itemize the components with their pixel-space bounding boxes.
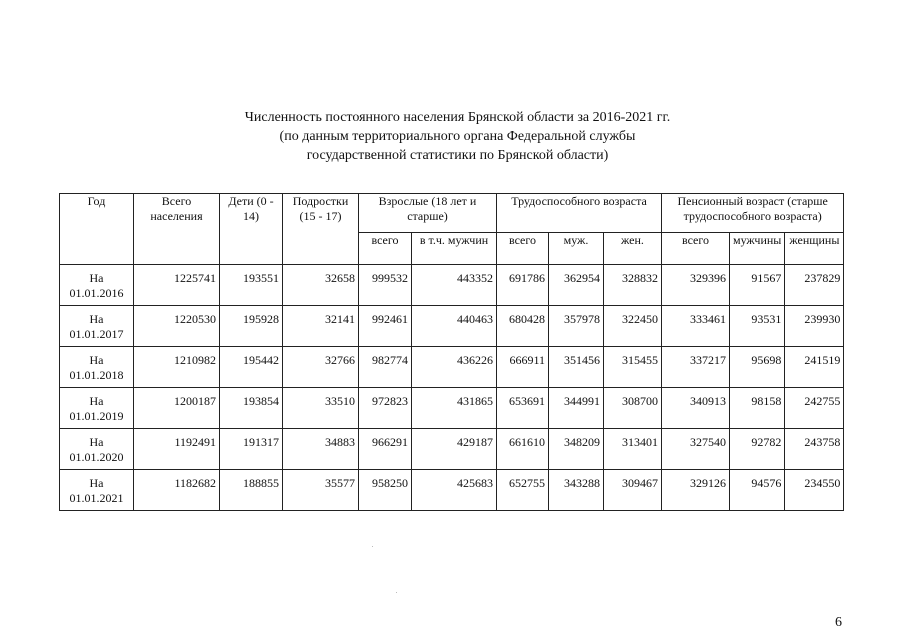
table-cell: 322450 (604, 306, 662, 347)
table-row (60, 347, 844, 388)
table-cell: 653691 (497, 388, 549, 429)
header-teens: Подростки (15 - 17) (283, 194, 359, 265)
header-children: Дети (0 - 14) (220, 194, 283, 265)
table-cell: 193551 (220, 265, 283, 306)
table-cell: 340913 (662, 388, 730, 429)
table-cell: 982774 (359, 347, 412, 388)
table-cell: 343288 (549, 470, 604, 511)
table-cell: 237829 (785, 265, 844, 306)
subheader-pension-total: всего (662, 233, 730, 265)
table-cell: 329396 (662, 265, 730, 306)
table-cell: 327540 (662, 429, 730, 470)
table-cell: 195442 (220, 347, 283, 388)
table-cell: 239930 (785, 306, 844, 347)
table-row (60, 429, 844, 470)
table-cell: 94576 (730, 470, 785, 511)
header-pension-age: Пенсионный возраст (старше трудоспособного возраста) (662, 194, 844, 233)
table-cell: 348209 (549, 429, 604, 470)
table-cell: 972823 (359, 388, 412, 429)
table-cell: 241519 (785, 347, 844, 388)
table-cell: 1182682 (134, 470, 220, 511)
table-row (60, 470, 844, 511)
row-year: На 01.01.2016 (60, 265, 134, 306)
header-row (60, 194, 844, 233)
table-cell: 92782 (730, 429, 785, 470)
scan-speck (372, 546, 373, 547)
table-cell: 958250 (359, 470, 412, 511)
subheader-pension-men: мужчины (730, 233, 785, 265)
table-cell: 309467 (604, 470, 662, 511)
title-line-3: государственной статистики по Брянской области) (306, 148, 609, 163)
table-cell: 357978 (549, 306, 604, 347)
row-year: На 01.01.2020 (60, 429, 134, 470)
header-working-age: Трудоспособного возраста (497, 194, 662, 233)
table-cell: 1220530 (134, 306, 220, 347)
table-cell: 351456 (549, 347, 604, 388)
table-cell: 195928 (220, 306, 283, 347)
table-row (60, 265, 844, 306)
table-cell: 234550 (785, 470, 844, 511)
table-cell: 35577 (283, 470, 359, 511)
table-cell: 680428 (497, 306, 549, 347)
table-cell: 34883 (283, 429, 359, 470)
header-year: Год (60, 194, 134, 265)
table-cell: 337217 (662, 347, 730, 388)
page-number: 6 (835, 615, 842, 630)
table-body (60, 265, 844, 511)
row-year: На 01.01.2021 (60, 470, 134, 511)
table-cell: 999532 (359, 265, 412, 306)
table-cell: 362954 (549, 265, 604, 306)
subheader-adults-men: в т.ч. мужчин (412, 233, 497, 265)
table-cell: 436226 (412, 347, 497, 388)
table-cell: 652755 (497, 470, 549, 511)
table-cell: 661610 (497, 429, 549, 470)
table-cell: 1200187 (134, 388, 220, 429)
subheader-adults-total: всего (359, 233, 412, 265)
table-cell: 329126 (662, 470, 730, 511)
table-cell: 188855 (220, 470, 283, 511)
scan-speck (396, 592, 397, 593)
table-cell: 193854 (220, 388, 283, 429)
table-cell: 333461 (662, 306, 730, 347)
row-year: На 01.01.2019 (60, 388, 134, 429)
table-cell: 1192491 (134, 429, 220, 470)
table-cell: 93531 (730, 306, 785, 347)
table-cell: 308700 (604, 388, 662, 429)
table-cell: 32141 (283, 306, 359, 347)
table-cell: 992461 (359, 306, 412, 347)
table-cell: 32658 (283, 265, 359, 306)
document-title (0, 108, 905, 165)
table-cell: 1210982 (134, 347, 220, 388)
header-total: Всего населения (134, 194, 220, 265)
table-cell: 666911 (497, 347, 549, 388)
table-cell: 191317 (220, 429, 283, 470)
table-cell: 33510 (283, 388, 359, 429)
table-cell: 328832 (604, 265, 662, 306)
table-cell: 243758 (785, 429, 844, 470)
subheader-pension-women: женщины (785, 233, 844, 265)
table-cell: 91567 (730, 265, 785, 306)
row-year: На 01.01.2018 (60, 347, 134, 388)
subheader-working-women: жен. (604, 233, 662, 265)
table-cell: 313401 (604, 429, 662, 470)
row-year: На 01.01.2017 (60, 306, 134, 347)
header-adults: Взрослые (18 лет и старше) (359, 194, 497, 233)
table-cell: 443352 (412, 265, 497, 306)
table-cell: 1225741 (134, 265, 220, 306)
table-cell: 429187 (412, 429, 497, 470)
table-cell: 95698 (730, 347, 785, 388)
table-cell: 32766 (283, 347, 359, 388)
title-line-2: (по данным территориального органа Федеральной службы (279, 129, 636, 144)
title-line-1: Численность постоянного населения Брянской области за 2016-2021 гг. (244, 110, 671, 125)
table-cell: 440463 (412, 306, 497, 347)
table-cell: 315455 (604, 347, 662, 388)
table-row (60, 388, 844, 429)
table-cell: 966291 (359, 429, 412, 470)
table-cell: 344991 (549, 388, 604, 429)
table-row (60, 306, 844, 347)
subheader-working-total: всего (497, 233, 549, 265)
population-table (59, 193, 844, 511)
table-cell: 691786 (497, 265, 549, 306)
table-cell: 425683 (412, 470, 497, 511)
table-cell: 242755 (785, 388, 844, 429)
table-cell: 431865 (412, 388, 497, 429)
table-cell: 98158 (730, 388, 785, 429)
subheader-working-men: муж. (549, 233, 604, 265)
